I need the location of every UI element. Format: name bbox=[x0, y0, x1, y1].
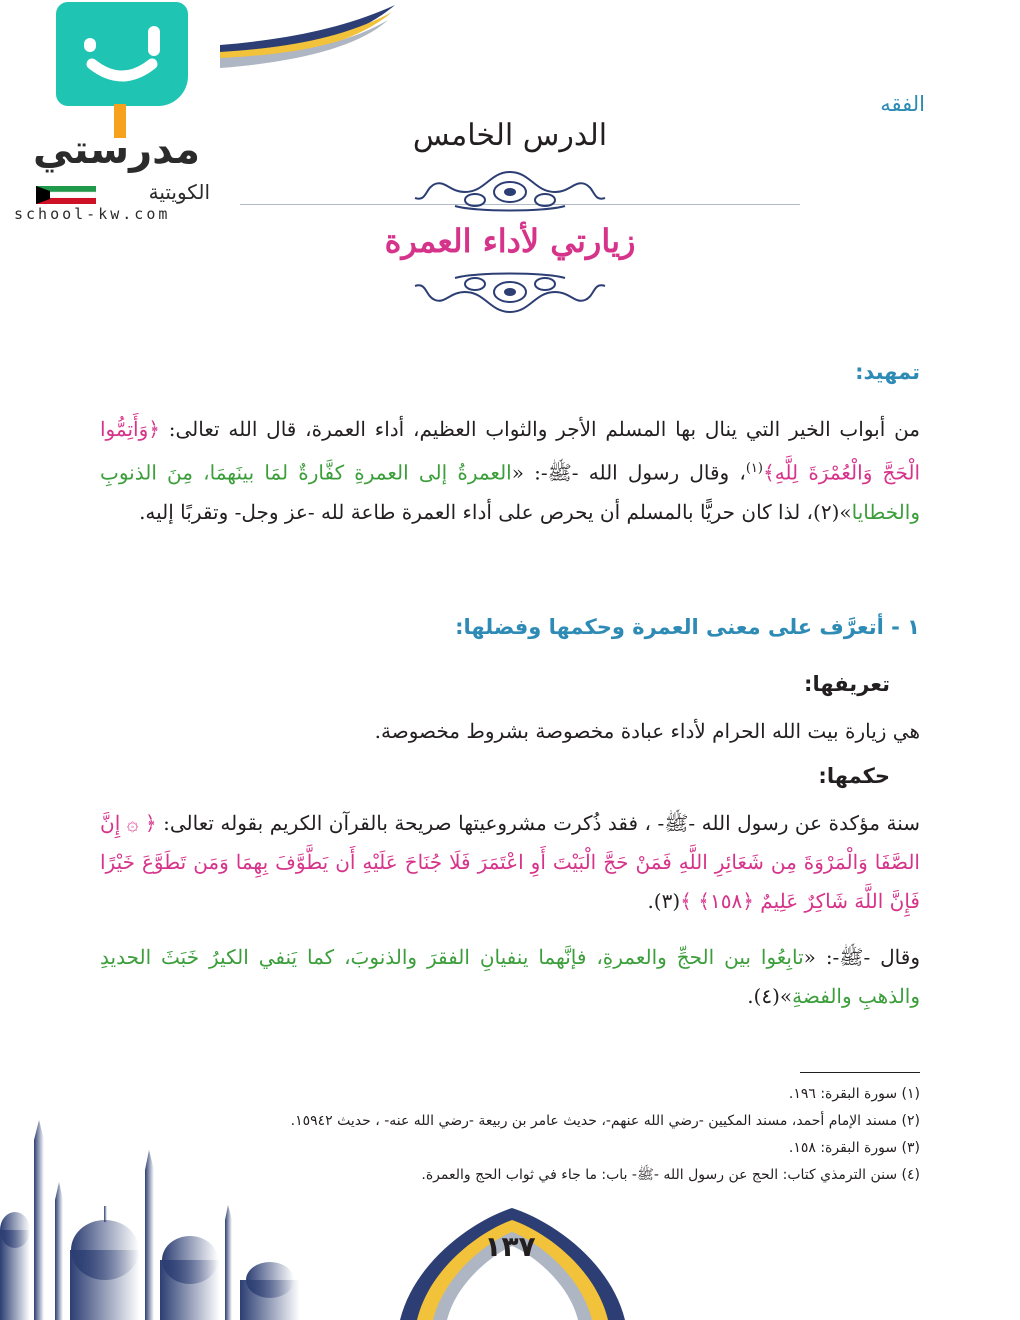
lesson-number: الدرس الخامس bbox=[412, 118, 608, 153]
school-logo bbox=[14, 0, 234, 225]
top-swoosh-decoration bbox=[220, 0, 400, 70]
mosque-skyline-icon bbox=[0, 1110, 300, 1320]
ruling-text: سنة مؤكدة عن رسول الله -ﷺ- ، فقد ذُكرت مشروعيتها صريحة بالقرآن الكريم بقوله تعالى: bbox=[163, 811, 921, 835]
lesson-title: زيارتي لأداء العمرة bbox=[384, 222, 636, 260]
subject-label: الفقه bbox=[880, 92, 925, 116]
footnote-3: (٣) سورة البقرة: ١٥٨. bbox=[788, 1140, 920, 1156]
intro-line1: من أبواب الخير التي ينال بها المسلم الأجر والثواب العظيم، أداء العمرة، قال الله تعالى: bbox=[168, 417, 921, 441]
kuwait-flag-icon bbox=[36, 186, 96, 204]
virtue-ref: »(٤). bbox=[747, 984, 793, 1008]
virtue-hadith: تابِعُوا بين الحجِّ والعمرةِ، فإنَّهما ينفيانِ الفقرَ والذنوبَ، كما يَنفي الكيرُ خَبَثَ الحديدِ والذهبِ والفضةِ bbox=[100, 945, 920, 1008]
intro-line3: ، لذا كان حريًّا بالمسلم أن يحرص على أداء العمرة طاعة لله -عز وجل- وتقربًا إليه. bbox=[139, 499, 813, 524]
definition-heading: تعريفها: bbox=[804, 672, 890, 696]
definition-text: هي زيارة بيت الله الحرام لأداء عبادة مخصوصة بشروط مخصوصة. bbox=[374, 719, 920, 743]
intro-verse-ref: (١) bbox=[745, 461, 763, 476]
intro-connector: ، وقال رسول الله -ﷺ-: « bbox=[511, 460, 746, 485]
logo-brand-name: مدرستي bbox=[32, 127, 200, 173]
logo-tile-icon bbox=[56, 2, 188, 106]
ruling-paragraph bbox=[100, 804, 920, 921]
intro-verse: ﴿وَأَتِمُّوا الْحَجَّ وَالْعُمْرَةَ لِلَّهِ﴾ bbox=[100, 417, 920, 485]
ruling-heading: حكمها: bbox=[818, 764, 890, 788]
virtue-paragraph bbox=[100, 938, 920, 1016]
ruling-verse: ﴿ ۞ إِنَّ الصَّفَا وَالْمَرْوَةَ مِن شَعَائِرِ اللَّهِ فَمَنْ حَجَّ الْبَيْتَ أَوِ اعْتَمَرَ فَلَا جُنَاحَ عَلَيْهِ أَن يَطَّوَّفَ بِهِمَا وَمَن تَطَوَّعَ خَيْرًا فَإِنَّ اللَّهَ شَاكِرٌ عَلِيمٌ ﴿١٥٨﴾ ﴾ bbox=[100, 811, 920, 913]
footnote-4: (٤) سنن الترمذي كتاب: الحج عن رسول الله -ﷺ- باب: ما جاء في ثواب الحج والعمرة. bbox=[421, 1167, 920, 1183]
virtue-intro: وقال -ﷺ-: « bbox=[803, 945, 920, 969]
ruling-ref: (٣). bbox=[647, 889, 681, 913]
intro-heading: تمهيد: bbox=[855, 360, 920, 384]
footnote-2: (٢) مسند الإمام أحمد، مسند المكيين -رضي الله عنهم-، حديث عامر بن ربيعة -رضي الله عنه- ، حديث ١٥٩٤٢. bbox=[290, 1113, 920, 1129]
intro-hadith: العمرةُ إلى العمرةِ كفَّارةٌ لمَا بينَهمَا، مِنَ الذنوبِ والخطايا bbox=[100, 460, 920, 524]
ornament-bottom-icon bbox=[395, 268, 625, 322]
footnote-1: (١) سورة البقرة: ١٩٦. bbox=[788, 1086, 920, 1102]
page-number: ١٣٧ bbox=[484, 1230, 536, 1263]
intro-paragraph bbox=[100, 410, 920, 532]
logo-url: school-kw.com bbox=[14, 205, 171, 223]
logo-sub-name: الكويتية bbox=[148, 180, 210, 204]
section1-heading: ١ - أتعرَّف على معنى العمرة وحكمها وفضلها: bbox=[455, 615, 920, 639]
intro-hadith-ref: »(٢) bbox=[813, 499, 852, 524]
footnote-rule bbox=[800, 1072, 920, 1073]
ornament-top-icon bbox=[395, 162, 625, 216]
smile-icon bbox=[56, 2, 188, 106]
